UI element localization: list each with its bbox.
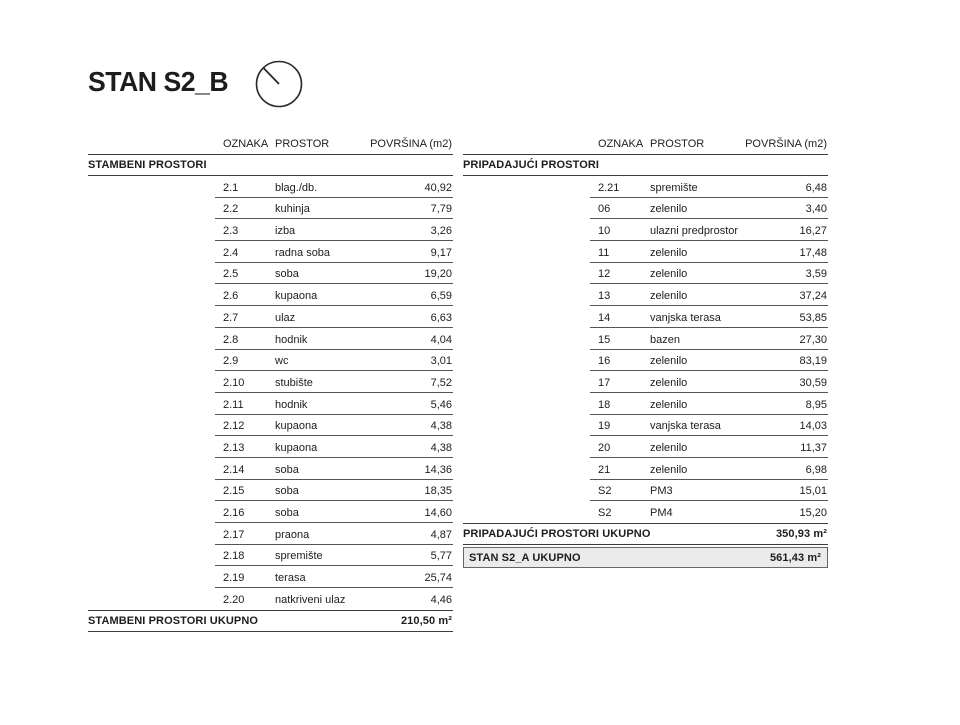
table-row (463, 328, 828, 350)
cell-oznaka: 11 (598, 246, 610, 259)
total-label: STAN S2_A UKUPNO (469, 552, 581, 564)
total-value: 561,43 m² (769, 552, 821, 564)
cell-oznaka: 12 (598, 268, 611, 281)
cell-oznaka: 2.2 (223, 203, 239, 216)
cell-prostor: soba (275, 463, 299, 476)
cell-povrsina: 14,03 (799, 420, 827, 433)
page-title: STAN S2_B (88, 66, 229, 97)
table-row (88, 523, 453, 545)
cell-oznaka: 2.11 (223, 398, 244, 411)
table-row (88, 393, 453, 415)
column-header-prostor: PROSTOR (275, 138, 330, 150)
cell-povrsina: 5,46 (430, 398, 452, 411)
cell-oznaka: 16 (598, 355, 611, 368)
cell-povrsina: 40,92 (424, 181, 452, 194)
table-row (88, 458, 453, 480)
table-row (88, 415, 453, 437)
cell-oznaka: 2.1 (223, 181, 239, 194)
cell-povrsina: 15,01 (799, 485, 827, 498)
cell-povrsina: 17,48 (799, 246, 827, 259)
cell-oznaka: S2 (598, 507, 612, 519)
cell-prostor: praona (275, 528, 310, 541)
cell-prostor: kupaona (275, 290, 318, 303)
table-row (88, 198, 453, 220)
table-row (88, 241, 453, 263)
cell-oznaka: 2.10 (223, 376, 245, 389)
cell-povrsina: 18,35 (424, 485, 452, 498)
cell-oznaka: 2.14 (223, 463, 245, 476)
table-row (463, 458, 828, 480)
table-row (88, 566, 453, 588)
cell-oznaka: 2.5 (223, 268, 239, 281)
grand-total-row (463, 547, 828, 568)
cell-prostor: PM3 (650, 485, 673, 498)
table-row (88, 480, 453, 502)
table-row (88, 501, 453, 523)
cell-povrsina: 7,52 (430, 376, 452, 389)
column-header-prostor: PROSTOR (650, 138, 705, 150)
cell-prostor: zelenilo (650, 355, 688, 368)
compass-circle-icon (254, 59, 304, 109)
table-row (88, 371, 453, 393)
cell-oznaka: 18 (598, 398, 611, 411)
cell-prostor: natkriveni ulaz (275, 593, 346, 606)
table-row (463, 436, 828, 458)
cell-prostor: soba (275, 507, 299, 519)
cell-povrsina: 53,85 (799, 311, 827, 324)
cell-prostor: spremište (275, 550, 323, 563)
cell-oznaka: 17 (598, 376, 611, 389)
cell-povrsina: 30,59 (799, 376, 827, 389)
cell-prostor: hodnik (275, 398, 308, 411)
cell-povrsina: 9,17 (430, 246, 452, 259)
cell-povrsina: 3,59 (805, 268, 827, 281)
cell-prostor: hodnik (275, 333, 308, 346)
cell-povrsina: 3,26 (430, 225, 452, 238)
cell-prostor: kupaona (275, 420, 318, 433)
cell-povrsina: 15,20 (799, 507, 827, 519)
section-header: PRIPADAJUĆI PROSTORI (463, 159, 600, 171)
table-row (463, 480, 828, 502)
table-row (88, 350, 453, 372)
cell-povrsina: 16,27 (799, 225, 827, 238)
cell-prostor: zelenilo (650, 268, 688, 281)
cell-prostor: vanjska terasa (650, 311, 721, 324)
cell-oznaka: 06 (598, 203, 611, 216)
cell-oznaka: 2.7 (223, 311, 239, 324)
cell-povrsina: 6,98 (805, 463, 827, 476)
cell-prostor: vanjska terasa (650, 420, 721, 433)
cell-prostor: zelenilo (650, 246, 688, 259)
table-row (463, 415, 828, 437)
cell-prostor: izba (275, 225, 296, 238)
cell-oznaka: 2.8 (223, 333, 239, 346)
cell-oznaka: 2.3 (223, 225, 239, 238)
table-row (88, 436, 453, 458)
cell-oznaka: 2.19 (223, 572, 245, 585)
cell-povrsina: 6,48 (805, 181, 827, 194)
table-row (463, 501, 828, 523)
cell-oznaka: 2.20 (223, 593, 245, 606)
cell-oznaka: 19 (598, 420, 611, 433)
cell-povrsina: 4,46 (430, 593, 452, 606)
table-row (88, 263, 453, 285)
subtotal-row (88, 610, 453, 632)
table-pripadajuci-prostori (463, 133, 828, 568)
table-row (88, 176, 453, 198)
table-row (463, 393, 828, 415)
cell-povrsina: 11,37 (800, 441, 827, 454)
cell-oznaka: 13 (598, 290, 611, 303)
cell-povrsina: 6,59 (430, 290, 452, 303)
table-row (88, 545, 453, 567)
column-header-row (88, 133, 453, 154)
column-header-oznaka: OZNAKA (598, 138, 644, 150)
cell-povrsina: 4,38 (430, 420, 452, 433)
cell-prostor: zelenilo (650, 290, 688, 303)
cell-oznaka: 2.6 (223, 290, 239, 303)
cell-prostor: PM4 (650, 507, 673, 519)
cell-prostor: bazen (650, 333, 680, 346)
cell-oznaka: S2 (598, 485, 612, 498)
cell-oznaka: 2.9 (223, 355, 239, 368)
table-row (463, 219, 828, 241)
cell-oznaka: 2.18 (223, 550, 245, 563)
cell-oznaka: 2.4 (223, 246, 239, 259)
total-label: PRIPADAJUĆI PROSTORI UKUPNO (463, 528, 651, 540)
column-header-povrsina: POVRŠINA (m2) (745, 138, 827, 150)
column-header-row (463, 133, 828, 154)
cell-prostor: ulaz (275, 311, 296, 324)
table-row (463, 371, 828, 393)
section-header: STAMBENI PROSTORI (88, 159, 207, 171)
cell-oznaka: 15 (598, 333, 611, 346)
cell-povrsina: 25,74 (424, 572, 452, 585)
cell-povrsina: 4,87 (430, 528, 452, 541)
cell-prostor: ulazni predprostor (650, 225, 739, 238)
cell-prostor: soba (275, 268, 299, 281)
cell-prostor: zelenilo (650, 376, 688, 389)
cell-povrsina: 27,30 (799, 333, 827, 346)
total-value: 210,50 m² (400, 614, 452, 627)
cell-oznaka: 21 (598, 463, 611, 476)
cell-prostor: soba (275, 485, 299, 498)
cell-povrsina: 6,63 (430, 311, 452, 324)
cell-povrsina: 14,36 (424, 463, 452, 476)
cell-povrsina: 14,60 (424, 507, 452, 519)
table-row (463, 284, 828, 306)
cell-povrsina: 5,77 (430, 550, 452, 563)
subtotal-row (463, 523, 828, 545)
cell-prostor: zelenilo (650, 398, 688, 411)
total-value: 350,93 m² (775, 528, 827, 540)
table-row (463, 198, 828, 220)
cell-prostor: zelenilo (650, 463, 688, 476)
table-row (88, 219, 453, 241)
table-stambeni-prostori (88, 133, 453, 632)
cell-prostor: kuhinja (275, 203, 310, 216)
cell-povrsina: 83,19 (799, 355, 827, 368)
cell-povrsina: 3,01 (430, 355, 452, 368)
table-row (88, 588, 453, 610)
cell-oznaka: 14 (598, 311, 611, 324)
column-header-povrsina: POVRŠINA (m2) (370, 138, 452, 150)
cell-oznaka: 2.16 (223, 507, 245, 519)
cell-oznaka: 2.15 (223, 485, 245, 498)
cell-povrsina: 4,38 (430, 441, 452, 454)
cell-oznaka: 2.21 (598, 181, 620, 194)
cell-oznaka: 2.12 (223, 420, 245, 433)
cell-povrsina: 3,40 (805, 203, 827, 216)
cell-prostor: spremište (650, 181, 698, 194)
cell-prostor: stubište (275, 376, 313, 389)
table-row (463, 176, 828, 198)
cell-oznaka: 2.13 (223, 441, 245, 454)
total-label: STAMBENI PROSTORI UKUPNO (88, 614, 259, 627)
cell-prostor: zelenilo (650, 441, 688, 454)
cell-prostor: wc (275, 355, 289, 368)
cell-oznaka: 20 (598, 441, 611, 454)
cell-povrsina: 4,04 (430, 333, 452, 346)
table-row (88, 306, 453, 328)
cell-povrsina: 19,20 (424, 268, 452, 281)
cell-prostor: kupaona (275, 441, 318, 454)
cell-povrsina: 8,95 (805, 398, 827, 411)
cell-oznaka: 10 (598, 225, 611, 238)
cell-prostor: radna soba (275, 246, 331, 259)
table-row (463, 241, 828, 263)
cell-prostor: blag./db. (275, 181, 318, 194)
cell-oznaka: 2.17 (223, 528, 245, 541)
table-row (463, 263, 828, 285)
table-row (88, 328, 453, 350)
cell-prostor: terasa (275, 572, 306, 585)
table-row (88, 284, 453, 306)
table-row (463, 350, 828, 372)
table-row (463, 306, 828, 328)
column-header-oznaka: OZNAKA (223, 138, 269, 150)
cell-prostor: zelenilo (650, 203, 688, 216)
cell-povrsina: 37,24 (799, 290, 827, 303)
cell-povrsina: 7,79 (430, 203, 452, 216)
